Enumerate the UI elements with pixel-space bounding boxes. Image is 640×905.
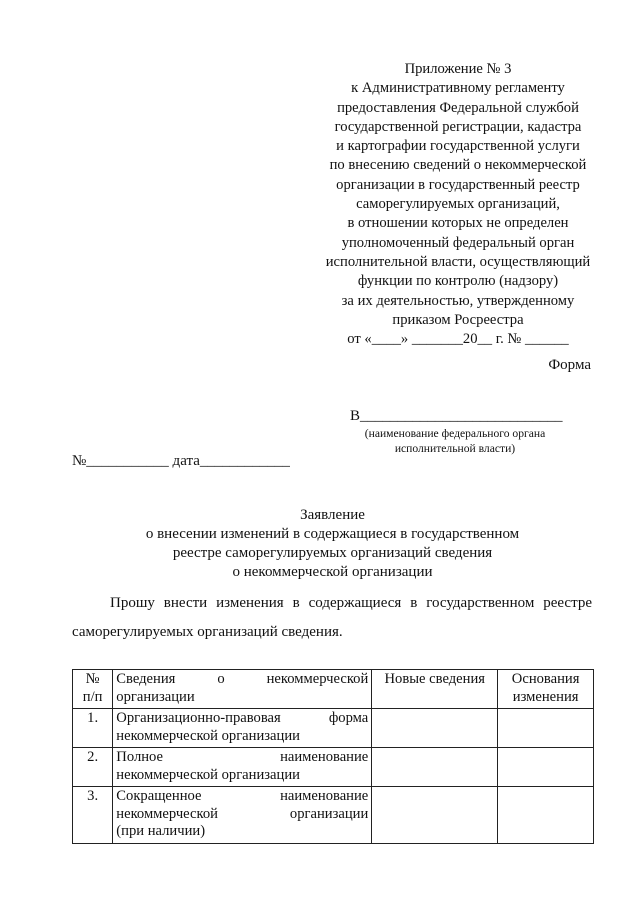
header-info-line: организации [116, 688, 195, 705]
annex-line: и картографии государственной услуги [336, 138, 580, 155]
row-new-value [372, 787, 498, 844]
header-base-line: изменения [512, 688, 579, 705]
recipient-caption [350, 426, 560, 456]
row-info-line: некоммерческой организации [116, 805, 369, 822]
header-num [73, 670, 113, 709]
table-row [73, 709, 594, 748]
recipient-caption-line: исполнительной власти) [394, 442, 516, 455]
changes-table [72, 669, 594, 844]
annex-line: по внесению сведений о некоммерческой [329, 157, 587, 174]
row-info [113, 787, 372, 844]
annex-line-date: от «____» _______20__ г. № ______ [347, 331, 569, 348]
header-base-line: Основания [511, 671, 580, 687]
annex-line: к Административному регламенту [351, 80, 565, 97]
row-info-line: некоммерческой организации [116, 727, 300, 744]
row-info-line: Полное наименование [116, 749, 369, 765]
row-info-line: (при наличии) [116, 823, 206, 839]
annex-line: Приложение № 3 [404, 61, 512, 77]
title-line: реестре саморегулируемых организаций сведения [172, 545, 493, 561]
header-info [113, 670, 372, 709]
row-num: 1. [73, 709, 113, 748]
table-row [73, 748, 594, 787]
row-basis [498, 787, 594, 844]
row-basis [498, 709, 594, 748]
row-info-line: некоммерческой организации [116, 766, 300, 783]
row-num: 3. [73, 787, 113, 844]
title-line: о некоммерческой организации [232, 564, 433, 580]
annex-line: саморегулируемых организаций, [356, 196, 560, 213]
document-title [60, 506, 605, 582]
recipient-caption-line: (наименование федерального органа [364, 427, 546, 440]
header-num-line: № [85, 671, 100, 687]
annex-header [300, 60, 616, 349]
row-info [113, 748, 372, 787]
request-line: саморегулируемых организаций сведения. [72, 624, 343, 640]
annex-line: государственной регистрации, кадастра [334, 118, 582, 135]
row-new-value [372, 709, 498, 748]
row-new-value [372, 748, 498, 787]
annex-line: за их деятельностью, утвержденному [341, 292, 575, 309]
row-info-line: Сокращенное наименование [116, 788, 369, 804]
annex-line: уполномоченный федеральный орган [341, 234, 575, 251]
table-header-row [73, 670, 594, 709]
annex-line: приказом Росреестра [392, 311, 524, 328]
request-paragraph [72, 589, 592, 647]
title-line: Заявление [300, 507, 365, 523]
annex-line: предоставления Федеральной службой [337, 99, 579, 116]
header-new: Новые сведения [372, 670, 498, 709]
form-label: Форма [548, 357, 591, 373]
row-basis [498, 748, 594, 787]
header-num-line: п/п [82, 688, 103, 705]
annex-line: функции по контролю (надзору) [357, 273, 559, 290]
header-base [498, 670, 594, 709]
request-line: Прошу внести изменения в содержащиеся в государственном реестре [110, 595, 592, 611]
number-date-field: №___________ дата____________ [72, 453, 290, 469]
title-line: о внесении изменений в содержащиеся в государственном [145, 526, 520, 542]
recipient-block [350, 408, 563, 456]
recipient-field: В___________________________ [350, 408, 563, 424]
header-info-line: Сведения о некоммерческой [116, 671, 369, 687]
annex-line: в отношении которых не определен [347, 215, 569, 232]
row-info [113, 709, 372, 748]
table-row [73, 787, 594, 844]
annex-line: организации в государственный реестр [336, 176, 580, 193]
annex-line: исполнительной власти, осуществляющий [325, 253, 591, 270]
row-num: 2. [73, 748, 113, 787]
row-info-line: Организационно-правовая форма [116, 710, 369, 726]
